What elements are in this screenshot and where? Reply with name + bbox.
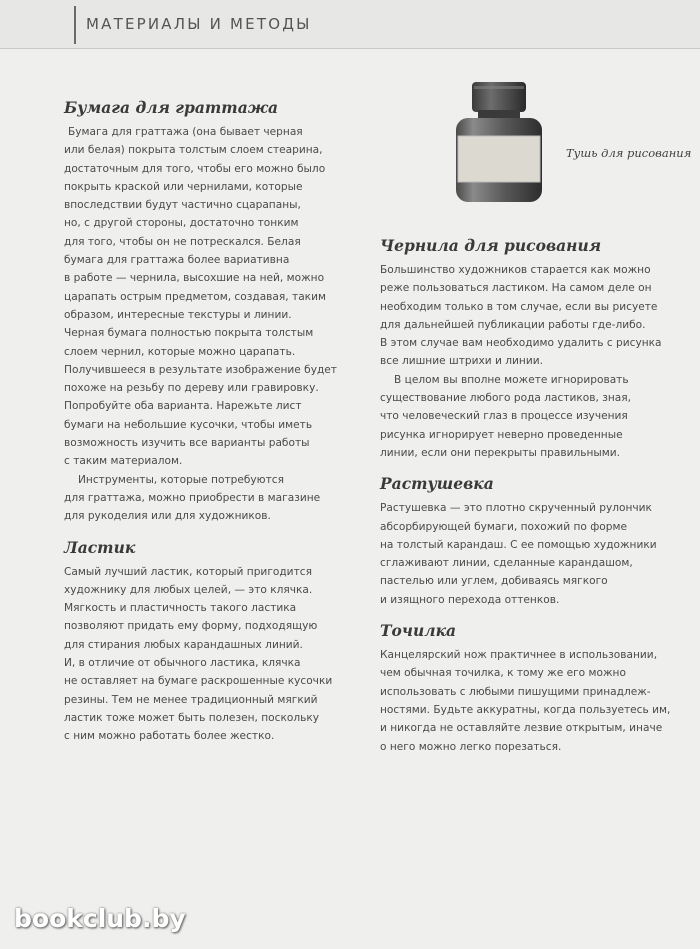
left-column: [64, 98, 364, 758]
text-line: И, в отличие от обычного ластика, клячка: [64, 657, 301, 670]
text-line: для того, чтобы он не потрескался. Белая: [64, 235, 301, 248]
section-scratchboard: [64, 98, 364, 526]
text-line: чем обычная точилка, к тому же его можно: [380, 667, 626, 680]
text-line: Инструменты, которые потребуются: [78, 473, 284, 486]
text-line: Черная бумага полностью покрыта толстым: [64, 327, 314, 340]
right-column: [380, 236, 690, 768]
text-line: с ним можно работать более жестко.: [64, 730, 275, 743]
text-line: Получившееся в результате изображение будет: [64, 363, 337, 376]
text-line: впоследствии будут частично сцарапаны,: [64, 199, 301, 212]
text-line: резины. Тем не менее традиционный мягкий: [64, 693, 318, 706]
section-body: [380, 261, 690, 462]
section-title: Чернила для рисования: [380, 236, 602, 255]
text-line: что человеческий глаз в процессе изучения: [380, 410, 628, 423]
text-line: покрыть краской или чернилами, которые: [64, 180, 303, 193]
text-line: ластик тоже может быть полезен, поскольку: [64, 711, 320, 724]
section-eraser: [64, 538, 364, 746]
site-watermark: bookclub.by: [14, 904, 186, 933]
text-line: и никогда не оставляйте лезвие открытым, иначе: [380, 722, 663, 735]
text-line: Попробуйте оба варианта. Нарежьте лист: [64, 400, 302, 413]
text-line: похоже на резьбу по дереву или гравировку.: [64, 382, 319, 395]
text-line: или белая) покрыта толстым слоем стеарина,: [64, 144, 323, 157]
section-body: [64, 123, 364, 526]
text-line: слоем чернил, которые можно царапать.: [64, 345, 296, 358]
text-line: на толстый карандаш. С ее помощью художники: [380, 538, 657, 551]
text-line: Растушевка — это плотно скрученный рулончик: [380, 502, 652, 515]
text-line: Большинство художников старается как можно: [380, 264, 651, 276]
text-line: и изящного перехода оттенков.: [380, 593, 560, 606]
section-drawing-ink: [380, 236, 690, 462]
text-line: образом, интересные текстуры и линии.: [64, 308, 292, 321]
text-line: с таким материалом.: [64, 455, 183, 468]
text-line: пастелью или углем, добиваясь мягкого: [380, 575, 608, 588]
text-line: позволяют придать ему форму, подходящую: [64, 620, 318, 633]
section-blending-stump: [380, 474, 690, 609]
section-title: Точилка: [380, 621, 457, 641]
text-line: существование любого рода ластиков, зная,: [380, 392, 632, 405]
section-title: Растушевка: [380, 474, 494, 494]
text-line: для дальнейшей публикации работы где-либо.: [380, 318, 646, 331]
text-line: реже пользоваться ластиком. На самом деле он: [380, 282, 652, 295]
text-line: для рукоделия или для художников.: [64, 510, 271, 523]
page-header: [0, 0, 700, 49]
text-line: Бумага для граттажа (она бывает черная: [68, 126, 303, 138]
text-line: царапать острым предметом, создавая, таким: [64, 290, 326, 303]
section-body: [380, 646, 690, 756]
text-line: В целом вы вполне можете игнорировать: [394, 373, 629, 386]
figure-caption: Тушь для рисования: [566, 146, 692, 160]
text-line: о него можно легко порезаться.: [380, 740, 562, 753]
text-line: Канцелярский нож практичнее в использовании,: [380, 649, 658, 662]
text-line: не оставляет на бумаге раскрошенные кусочки: [64, 675, 333, 688]
section-sharpener: [380, 621, 690, 756]
text-line: художнику для любых целей, — это клячка.: [64, 583, 313, 596]
text-line: сглаживают линии, сделанные карандашом,: [380, 557, 633, 570]
text-line: все лишние штрихи и линии.: [380, 355, 543, 368]
text-line: достаточным для того, чтобы его можно было: [64, 162, 326, 175]
text-line: для стирания любых карандашных линий.: [64, 638, 303, 651]
text-line: использовать с любыми пишущими принадлеж-: [380, 685, 651, 698]
section-body: [64, 563, 364, 746]
section-body: [380, 499, 690, 609]
text-line: возможность изучить все варианты работы: [64, 437, 310, 450]
text-line: бумага для граттажа более вариативна: [64, 254, 290, 267]
text-line: линии, если они перекрыты правильными.: [380, 446, 621, 459]
chapter-title: МАТЕРИАЛЫ И МЕТОДЫ: [86, 15, 312, 33]
text-line: В этом случае вам необходимо удалить с рисунка: [380, 337, 662, 350]
text-line: Самый лучший ластик, который пригодится: [64, 565, 312, 578]
text-line: ностями. Будьте аккуратны, когда пользуетесь им,: [380, 703, 671, 716]
text-line: но, с другой стороны, достаточно тонким: [64, 217, 299, 230]
text-line: в работе — чернила, высохшие на ней, можно: [64, 272, 325, 285]
text-line: бумаги на небольшие кусочки, чтобы иметь: [64, 418, 313, 431]
section-title: Ластик: [64, 537, 136, 557]
section-title: Бумага для граттажа: [64, 98, 279, 117]
header-rule: [74, 6, 76, 44]
text-line: для граттажа, можно приобрести в магазине: [64, 491, 321, 504]
text-line: Мягкость и пластичность такого ластика: [64, 602, 297, 615]
ink-bottle-image: [448, 80, 548, 206]
text-line: рисунка игнорирует неверно проведенные: [380, 428, 623, 441]
text-line: необходим только в том случае, если вы рисуете: [380, 300, 658, 313]
text-line: абсорбирующей бумаги, похожий по форме: [380, 520, 627, 533]
